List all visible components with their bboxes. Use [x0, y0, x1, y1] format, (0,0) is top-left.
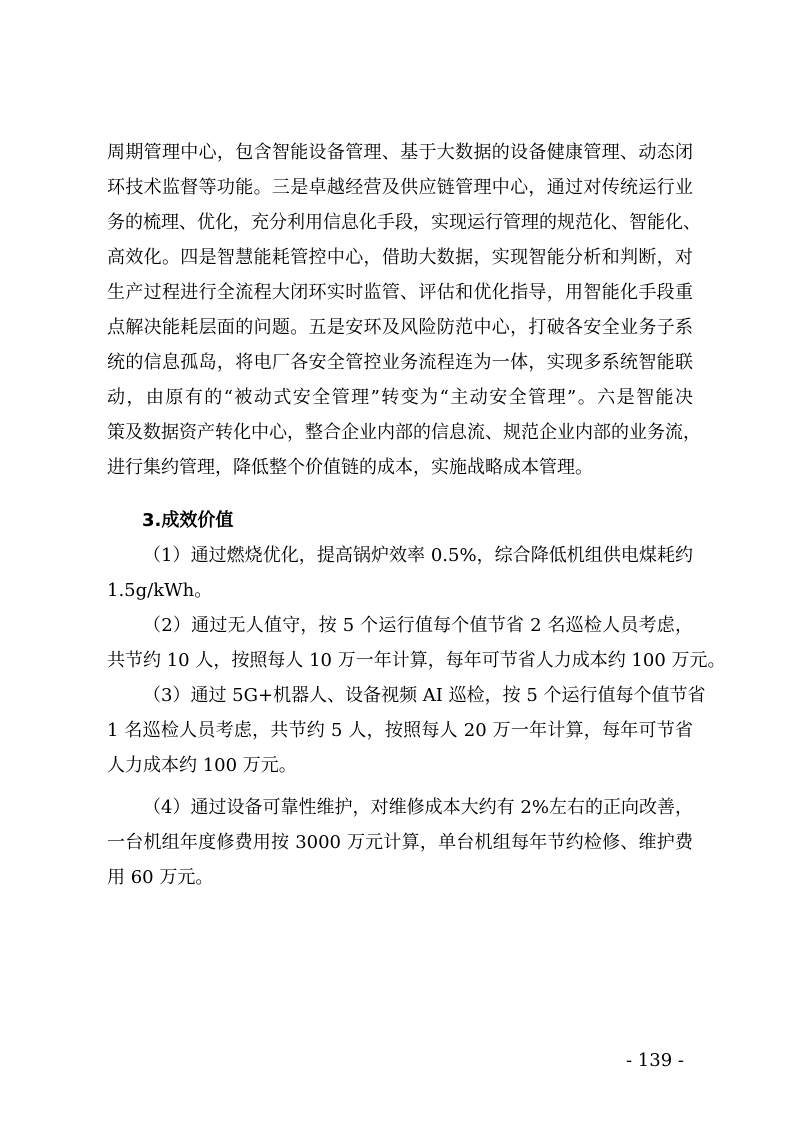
paragraph-line: 点解决能耗层面的问题。五是安环及风险防范中心，打破各安全业务子系 — [107, 317, 693, 338]
item-line: 1 名巡检人员考虑，共节约 5 人，按照每人 20 万一年计算，每年可节省 — [107, 720, 693, 741]
item-line: 用 60 万元。 — [107, 867, 214, 888]
paragraph-line: 进行集约管理，降低整个价值链的成本，实施战略成本管理。 — [107, 457, 593, 478]
page-number: - 139 - — [626, 1050, 684, 1071]
paragraph-smart-centers — [107, 135, 701, 485]
paragraph-line: 高效化。四是智慧能耗管控中心，借助大数据，实现智能分析和判断，对 — [107, 247, 693, 268]
item-line: （4）通过设备可靠性维护，对维修成本大约有 2%左右的正向改善， — [143, 797, 693, 818]
item-line: 人力成本约 100 万元。 — [107, 755, 297, 776]
item-combustion-optimization — [107, 538, 693, 608]
paragraph-line: 务的梳理、优化，充分利用信息化手段，实现运行管理的规范化、智能化、 — [107, 212, 701, 233]
item-line: （1）通过燃烧优化，提高锅炉效率 0.5%，综合降低机组供电煤耗约 — [143, 545, 693, 566]
item-reliability-maintenance — [107, 790, 693, 895]
item-line: 一台机组年度修费用按 3000 万元计算，单台机组每年节约检修、维护费 — [107, 832, 693, 853]
paragraph-line: 统的信息孤岛，将电厂各安全管控业务流程连为一体，实现多系统智能联 — [107, 352, 693, 373]
paragraph-line: 环技术监督等功能。三是卓越经营及供应链管理中心，通过对传统运行业 — [107, 177, 693, 198]
section-heading: 3.成效价值 — [142, 510, 234, 531]
paragraph-line: 策及数据资产转化中心，整合企业内部的信息流、规范企业内部的业务流， — [107, 422, 701, 443]
item-line: 1.5g/kWh。 — [107, 580, 213, 601]
item-unmanned-duty — [107, 608, 726, 678]
item-line: （2）通过无人值守，按 5 个运行值每个值节省 2 名巡检人员考虑， — [143, 615, 693, 636]
item-line: 共节约 10 人，按照每人 10 万一年计算，每年可节省人力成本约 100 万元。 — [107, 650, 726, 671]
paragraph-line: 周期管理中心，包含智能设备管理、基于大数据的设备健康管理、动态闭 — [107, 142, 693, 163]
paragraph-line: 生产过程进行全流程大闭环实时监管、评估和优化指导，用智能化手段重 — [107, 282, 693, 303]
item-5g-robot-inspection — [107, 678, 706, 783]
item-line: （3）通过 5G+机器人、设备视频 AI 巡检，按 5 个运行值每个值节省 — [143, 685, 706, 706]
paragraph-line: 动，由原有的“被动式安全管理”转变为“主动安全管理”。六是智能决 — [107, 387, 693, 408]
